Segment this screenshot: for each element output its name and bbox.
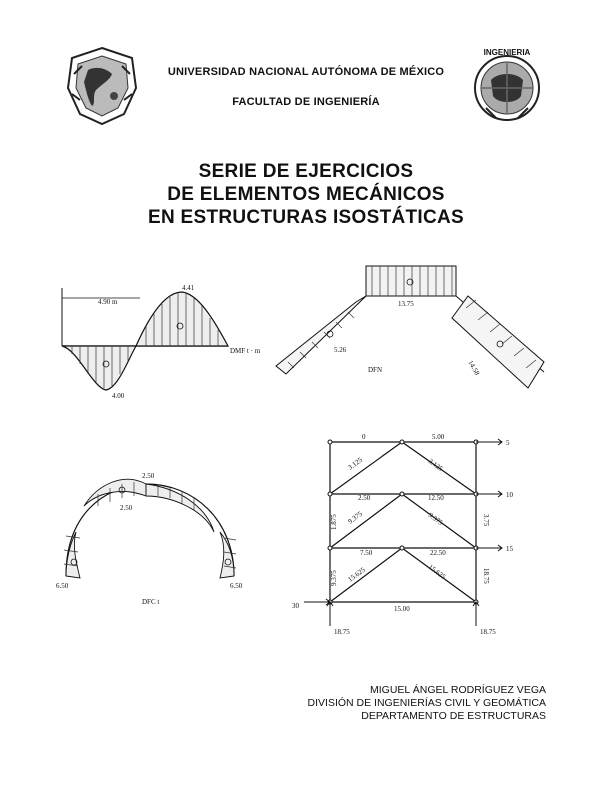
dmf-max-label: 4.41: [182, 284, 195, 292]
author-department: DEPARTAMENTO DE ESTRUCTURAS: [361, 710, 546, 722]
truss-low-right: 22.50: [430, 549, 446, 557]
truss-diagram: [288, 430, 528, 642]
dmf-dist-label: 4.90 m: [98, 298, 118, 306]
truss-mid-right: 12.50: [428, 494, 444, 502]
dmf-name: DMF t · m: [230, 347, 261, 355]
dfn-left-label: 5.26: [334, 346, 347, 354]
author-name: MIGUEL ÁNGEL RODRÍGUEZ VEGA: [369, 684, 546, 696]
truss-mid-left: 2.50: [358, 494, 371, 502]
truss-left-col2: 9.375: [330, 570, 338, 586]
dfc-inner-label: 2.50: [120, 504, 133, 512]
title-line-3: EN ESTRUCTURAS ISOSTÁTICAS: [147, 207, 465, 228]
dfc-top-label: 2.50: [142, 472, 155, 480]
title-line-1: SERIE DE EJERCICIOS: [198, 161, 414, 182]
dmf-min-label: 4.00: [112, 392, 125, 400]
dfn-diagram: [272, 262, 552, 398]
dfc-right-label: 6.50: [230, 582, 243, 590]
truss-low-left: 7.50: [360, 549, 373, 557]
logo-right-text: INGENIERIA: [483, 48, 531, 57]
truss-diag5: 15.625: [346, 565, 367, 584]
truss-left-col1: 1.875: [330, 514, 338, 530]
truss-load-mid: 10: [506, 491, 513, 499]
truss-right-col1: 3.75: [482, 514, 490, 527]
university-name: UNIVERSIDAD NACIONAL AUTÓNOMA DE MÉXICO: [167, 66, 445, 78]
dfn-top-label: 13.75: [398, 300, 414, 308]
truss-load-low: 15: [506, 545, 513, 553]
dfc-left-label: 6.50: [56, 582, 69, 590]
truss-diag6: 15.625: [426, 563, 448, 581]
truss-diag3: 9.375: [346, 509, 364, 526]
dfn-name: DFN: [368, 366, 383, 374]
author-division: DIVISIÓN DE INGENIERÍAS CIVIL Y GEOMÁTICA: [307, 697, 546, 709]
truss-top-right: 5.00: [432, 433, 445, 441]
truss-top-left: 0: [362, 433, 366, 441]
dmf-diagram: [58, 278, 282, 402]
truss-diag2: 3.125: [426, 457, 445, 473]
truss-load-top: 5: [506, 439, 510, 447]
title-line-2: DE ELEMENTOS MECÁNICOS: [167, 184, 445, 205]
dfc-diagram: [54, 466, 264, 606]
truss-react-left: 18.75: [334, 628, 350, 636]
truss-load-left: 30: [292, 602, 299, 610]
dfc-name: DFC t: [142, 598, 160, 606]
truss-react-right: 18.75: [480, 628, 496, 636]
engineering-faculty-logo: [466, 44, 548, 128]
dfn-right-label: 14.58: [466, 359, 482, 377]
truss-right-col2: 18.75: [482, 568, 490, 584]
unam-seal-logo: [62, 44, 142, 126]
truss-diag4: 9.375: [426, 511, 445, 527]
truss-bottom: 15.00: [394, 605, 410, 613]
truss-diag1: 3.125: [346, 455, 364, 472]
faculty-name: FACULTAD DE INGENIERÍA: [232, 96, 380, 108]
